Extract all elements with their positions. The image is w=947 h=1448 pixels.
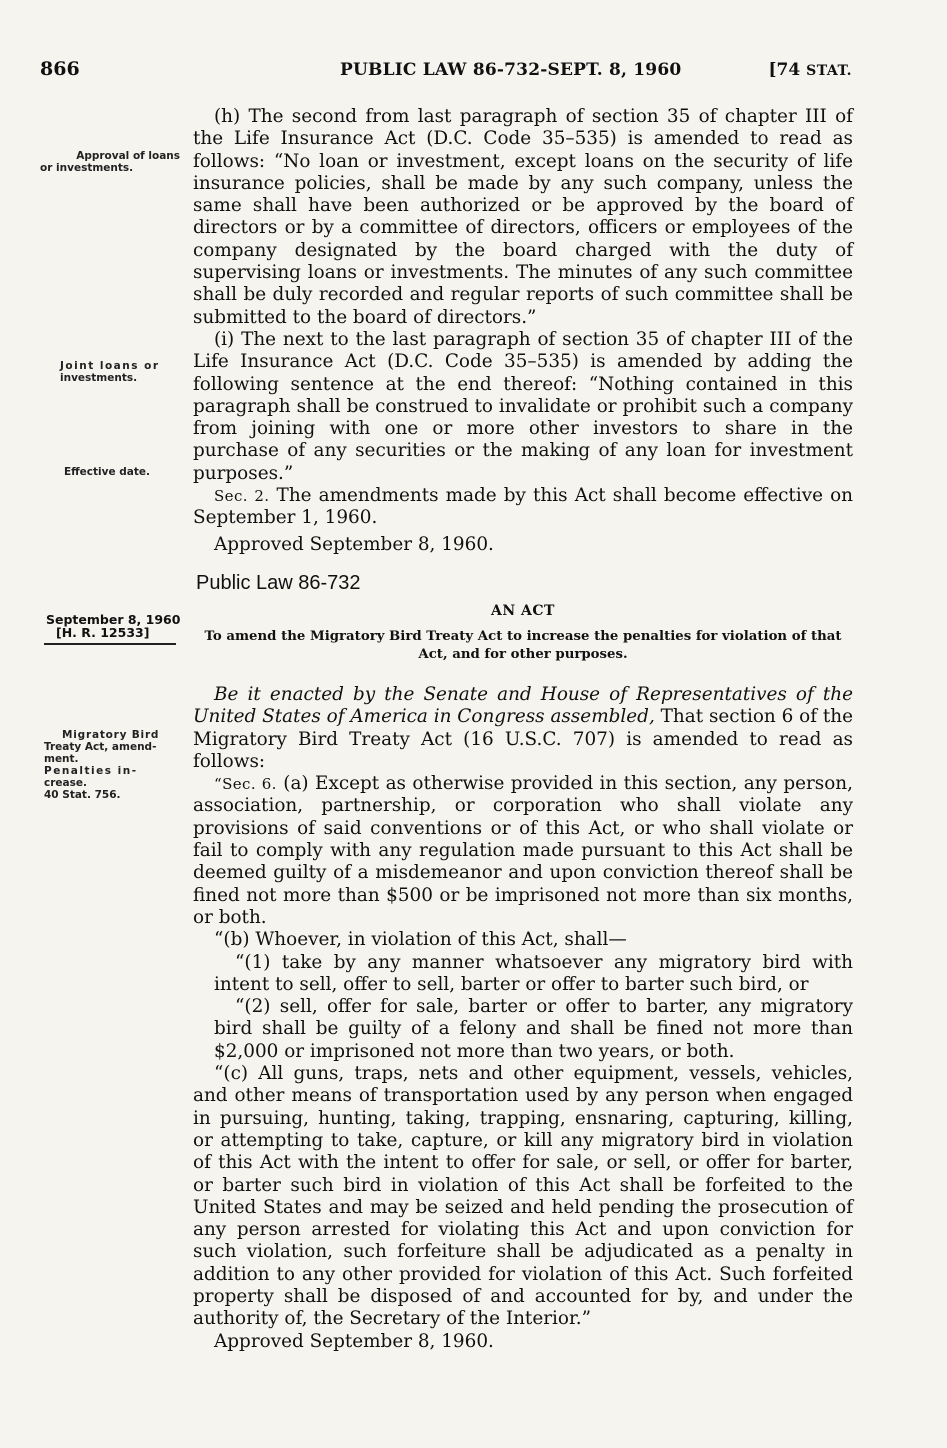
section-6b: “(b) Whoever, in violation of this Act, shall— bbox=[214, 929, 627, 951]
margin-line: crease. bbox=[44, 777, 87, 789]
margin-note-migratory bbox=[44, 729, 186, 801]
section-6a-text: (a) Except as otherwise provided in this section, any person, association, partnership, or corporation who shall violate any provisions of said conventions or of this Act, or who shall violate or fail to comply with any regulation made pursuant to this Act shall be deemed guilty of a misdemeanor and upon conviction thereof shall be fined not more than $500 or be imprisoned not more than six months, or both. bbox=[193, 773, 853, 928]
bill-date: September 8, 1960 bbox=[46, 612, 181, 627]
approved-line-2: Approved September 8, 1960. bbox=[214, 1330, 494, 1352]
bill-date-note bbox=[46, 613, 180, 639]
section-6a bbox=[193, 773, 853, 929]
enacting-clause bbox=[193, 684, 853, 773]
margin-note-effective-date bbox=[64, 466, 184, 478]
section-2-label: Sec. 2. bbox=[214, 487, 270, 506]
body-top bbox=[193, 106, 853, 556]
margin-line: Joint loans or bbox=[60, 360, 160, 372]
margin-line: ment. bbox=[44, 753, 79, 765]
section-6-label: “Sec. 6. bbox=[214, 775, 277, 794]
margin-line: Migratory Bird bbox=[62, 729, 160, 741]
margin-line: Penalties in- bbox=[44, 765, 138, 777]
statute-reference bbox=[769, 60, 852, 80]
margin-line: Approval of loans bbox=[76, 150, 180, 162]
page-header bbox=[40, 58, 852, 88]
margin-note-approval-loans bbox=[40, 150, 180, 174]
margin-line: Effective date. bbox=[64, 466, 150, 478]
section-6b-2: “(2) sell, offer for sale, barter or offer to barter, any migratory bird shall be guilty of a felony and shall be fined not more than $2,000 or imprisoned not more than two years, or both. bbox=[214, 996, 853, 1062]
bill-number: [H. R. 12533] bbox=[56, 625, 150, 640]
paragraph-i: (i) The next to the last paragraph of section 35 of chapter III of the Life Insurance Act (D.C. Code 35–535) is amended by adding the following sentence at the end thereof: “Nothing contained in this paragraph shall be construed to invalidate or prohibit such a company from joining with one or more other investors to share in the purchase of any securities or the making of any loan for investment purposes.” bbox=[193, 328, 853, 484]
section-2 bbox=[193, 485, 853, 530]
section-6b-1: “(1) take by any manner whatsoever any migratory bird with intent to sell, offer to sell, barter or offer to barter such bird, or bbox=[214, 951, 853, 995]
margin-line: investments. bbox=[60, 372, 138, 384]
margin-line: 40 Stat. 756. bbox=[44, 789, 121, 801]
section-6c: “(c) All guns, traps, nets and other equipment, vessels, vehicles, and other means of transportation used by any person when engaged in pursuing, hunting, taking, trapping, ensnaring, capturing, killing, or attempting to take, capture, or kill any migratory bird in violation of this Act with the intent to offer for sale, or sell, or offer for barter, or barter such bird in violation of this Act shall be forfeited to the United States and may be seized and held pending the prosecution of any person arrested for violating this Act and upon conviction for such violation, such forfeiture shall be adjudicated as a penalty in addition to any other provided for violation of this Act. Such forfeited property shall be disposed of and accounted for by, and under the authority of, the Secretary of the Interior.” bbox=[193, 1063, 853, 1330]
margin-note-joint-loans bbox=[60, 360, 180, 384]
public-law-title: Public Law 86-732 bbox=[196, 572, 361, 594]
section-2-text: The amendments made by this Act shall become effective on September 1, 1960. bbox=[193, 485, 853, 529]
enacting-italic: Be it enacted by the Senate and House of Representatives of the United States of America in Congress assembled, bbox=[193, 684, 853, 728]
bill-date-rule bbox=[44, 643, 176, 645]
running-title: PUBLIC LAW 86-732-SEPT. 8, 1960 bbox=[340, 60, 682, 80]
statute-word: STAT. bbox=[806, 63, 852, 79]
paragraph-h: (h) The second from last paragraph of section 35 of chapter III of the Life Insurance Act (D.C. Code 35–535) is amended to read as follows: “No loan or investment, except loans on the security of life insurance policies, shall be made by any such company, unless the same shall have been authorized or be approved by the board of directors or by a committee of directors, officers or employees of the company designated by the board charged with the duty of supervising loans or investments. The minutes of any such committee shall be duly recorded and regular reports of such committee shall be submitted to the board of directors.” bbox=[193, 106, 853, 328]
margin-line: or investments. bbox=[40, 162, 134, 174]
act-purpose: To amend the Migratory Bird Treaty Act to increase the penalties for violation of that Act, and for other purposes. bbox=[204, 629, 842, 662]
enacting-rest: That section 6 of the Migratory Bird Treaty Act (16 U.S.C. 707) is amended to read as follows: bbox=[193, 706, 853, 772]
page-number: 866 bbox=[40, 58, 80, 80]
enactment-body bbox=[193, 684, 853, 1353]
an-act-heading: AN ACT bbox=[491, 603, 555, 619]
statute-prefix: [74 bbox=[768, 60, 807, 80]
approved-line-1: Approved September 8, 1960. bbox=[214, 533, 494, 555]
margin-line: Treaty Act, amend- bbox=[44, 741, 157, 753]
